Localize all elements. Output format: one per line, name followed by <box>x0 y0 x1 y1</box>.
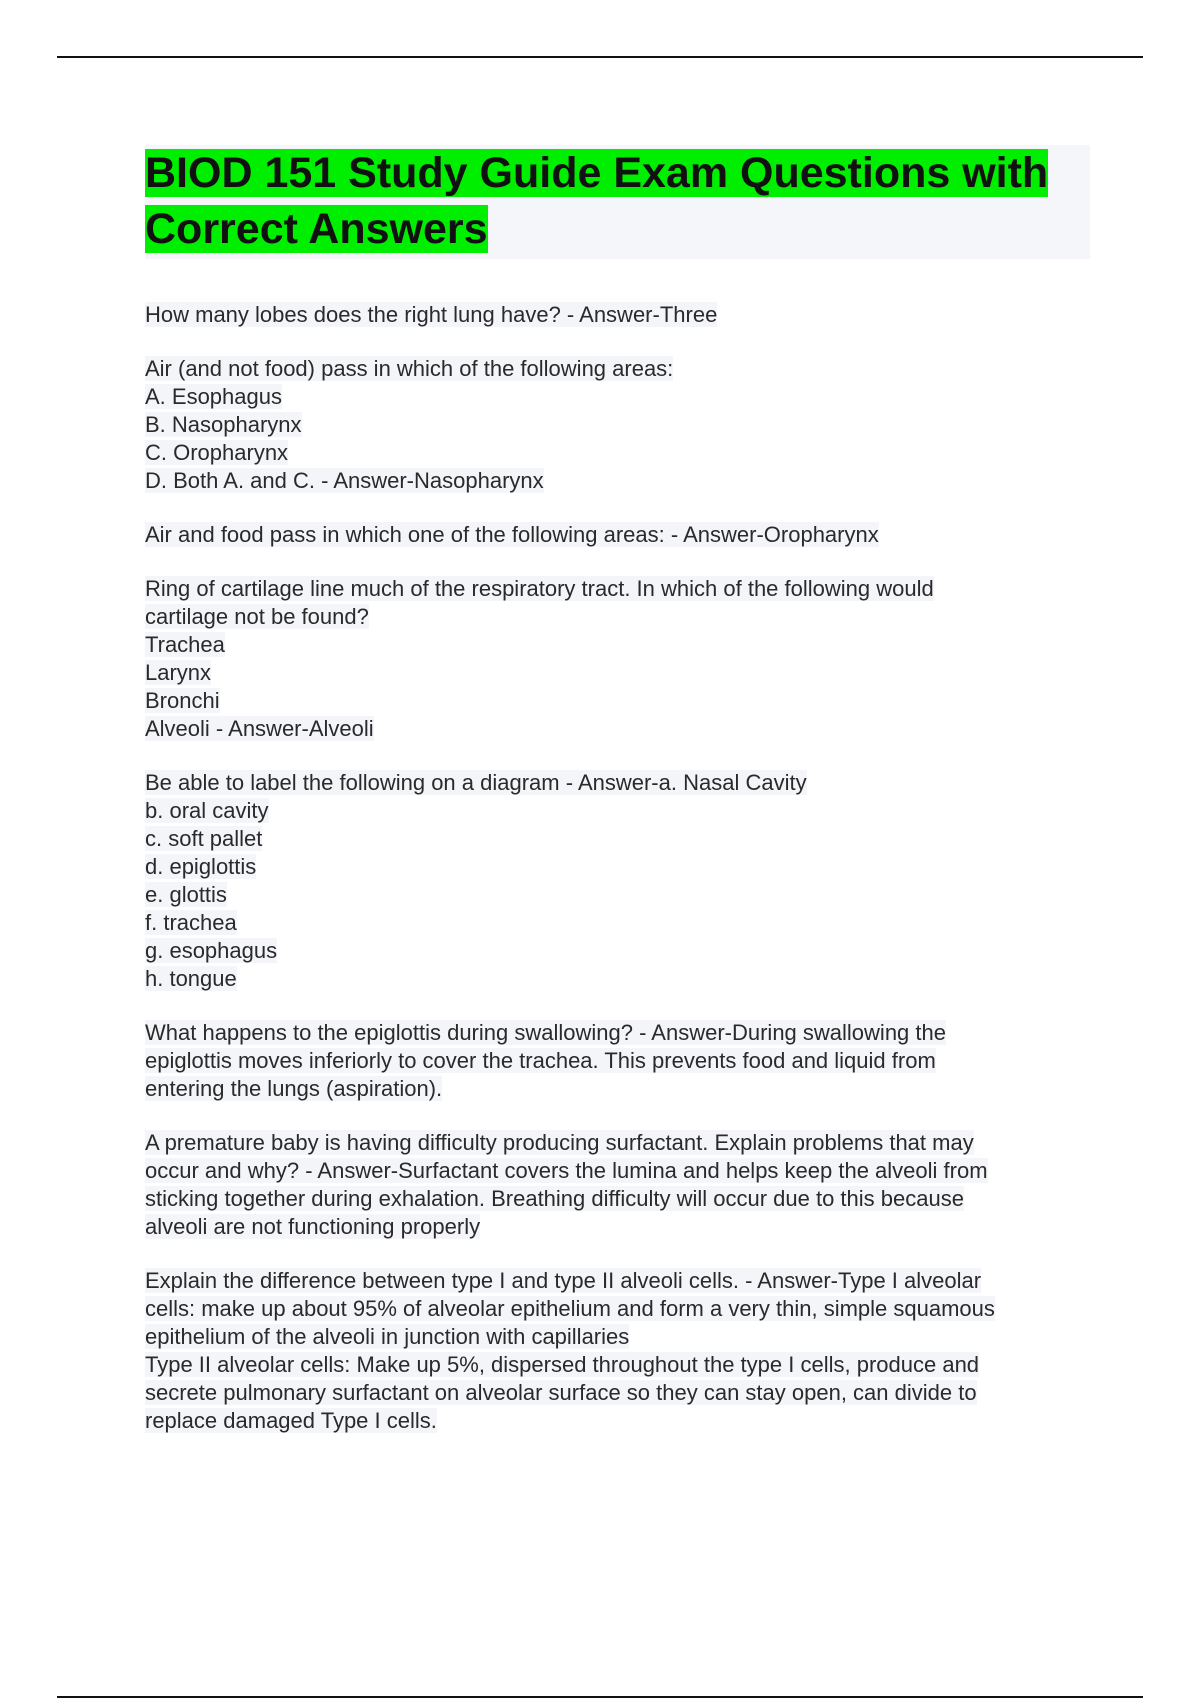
qa-item <box>145 769 1090 993</box>
qa-line <box>145 1157 1090 1185</box>
qa-line <box>145 1295 1090 1323</box>
qa-line-text: b. oral cavity <box>145 798 269 823</box>
qa-line <box>145 383 1090 411</box>
qa-line <box>145 521 1090 549</box>
qa-line <box>145 1351 1090 1379</box>
qa-line-text: Air (and not food) pass in which of the following areas: <box>145 356 674 381</box>
qa-line <box>145 575 1090 603</box>
qa-line-text: C. Oropharynx <box>145 440 289 465</box>
qa-line <box>145 1213 1090 1241</box>
qa-line-text: Be able to label the following on a diagram - Answer-a. Nasal Cavity <box>145 770 807 795</box>
qa-line <box>145 853 1090 881</box>
qa-line <box>145 439 1090 467</box>
document-title <box>145 145 1090 257</box>
qa-line <box>145 355 1090 383</box>
qa-line <box>145 411 1090 439</box>
qa-line <box>145 881 1090 909</box>
qa-line-text: g. esophagus <box>145 938 278 963</box>
qa-line-text: secrete pulmonary surfactant on alveolar surface so they can stay open, can divide to <box>145 1380 977 1405</box>
qa-line-text: h. tongue <box>145 966 237 991</box>
title-highlight: BIOD 151 Study Guide Exam Questions with Correct Answers <box>145 149 1049 253</box>
title-block <box>145 145 1090 259</box>
qa-line <box>145 769 1090 797</box>
qa-line <box>145 909 1090 937</box>
qa-line-text: cartilage not be found? <box>145 604 369 629</box>
qa-line-text: Alveoli - Answer-Alveoli <box>145 716 374 741</box>
qa-line <box>145 467 1090 495</box>
qa-line-text: Ring of cartilage line much of the respiratory tract. In which of the following would <box>145 576 934 601</box>
qa-line <box>145 1323 1090 1351</box>
qa-line <box>145 1047 1090 1075</box>
qa-line <box>145 1129 1090 1157</box>
qa-item <box>145 1267 1090 1435</box>
top-rule <box>57 56 1143 58</box>
qa-line-text: epithelium of the alveoli in junction with capillaries <box>145 1324 630 1349</box>
qa-line-text: Air and food pass in which one of the following areas: - Answer-Oropharynx <box>145 522 879 547</box>
qa-line-text: Trachea <box>145 632 225 657</box>
qa-item <box>145 355 1090 495</box>
qa-line-text: Explain the difference between type I and type II alveoli cells. - Answer-Type I alveolar <box>145 1268 982 1293</box>
qa-item <box>145 301 1090 329</box>
qa-line-text: Bronchi <box>145 688 220 713</box>
qa-line-text: d. epiglottis <box>145 854 257 879</box>
qa-line-text: sticking together during exhalation. Breathing difficulty will occur due to this because <box>145 1186 964 1211</box>
qa-line <box>145 659 1090 687</box>
qa-line <box>145 825 1090 853</box>
qa-line <box>145 631 1090 659</box>
qa-line-text: entering the lungs (aspiration). <box>145 1076 443 1101</box>
qa-list <box>145 301 1090 1435</box>
qa-line-text: e. glottis <box>145 882 227 907</box>
qa-line <box>145 797 1090 825</box>
qa-line-text: How many lobes does the right lung have? - Answer-Three <box>145 302 718 327</box>
qa-line-text: occur and why? - Answer-Surfactant covers the lumina and helps keep the alveoli from <box>145 1158 988 1183</box>
qa-item <box>145 1129 1090 1241</box>
qa-item <box>145 1019 1090 1103</box>
qa-item <box>145 521 1090 549</box>
qa-item <box>145 575 1090 743</box>
qa-line-text: replace damaged Type I cells. <box>145 1408 437 1433</box>
qa-line-text: What happens to the epiglottis during swallowing? - Answer-During swallowing the <box>145 1020 946 1045</box>
qa-line-text: D. Both A. and C. - Answer-Nasopharynx <box>145 468 544 493</box>
qa-line-text: f. trachea <box>145 910 237 935</box>
qa-line <box>145 937 1090 965</box>
qa-line <box>145 1019 1090 1047</box>
qa-line-text: c. soft pallet <box>145 826 263 851</box>
qa-line-text: A premature baby is having difficulty producing surfactant. Explain problems that may <box>145 1130 974 1155</box>
qa-line <box>145 1407 1090 1435</box>
qa-line <box>145 965 1090 993</box>
qa-line <box>145 1075 1090 1103</box>
qa-line-text: B. Nasopharynx <box>145 412 302 437</box>
qa-line <box>145 603 1090 631</box>
qa-line <box>145 687 1090 715</box>
qa-line-text: Type II alveolar cells: Make up 5%, dispersed throughout the type I cells, produce and <box>145 1352 980 1377</box>
qa-line <box>145 715 1090 743</box>
qa-line <box>145 1267 1090 1295</box>
qa-line-text: alveoli are not functioning properly <box>145 1214 481 1239</box>
qa-line <box>145 1185 1090 1213</box>
qa-line-text: A. Esophagus <box>145 384 282 409</box>
qa-line <box>145 301 1090 329</box>
qa-line-text: cells: make up about 95% of alveolar epithelium and form a very thin, simple squamous <box>145 1296 995 1321</box>
qa-line-text: Larynx <box>145 660 212 685</box>
bottom-rule <box>57 1696 1143 1698</box>
document-body <box>145 145 1090 1461</box>
qa-line-text: epiglottis moves inferiorly to cover the trachea. This prevents food and liquid from <box>145 1048 936 1073</box>
qa-line <box>145 1379 1090 1407</box>
